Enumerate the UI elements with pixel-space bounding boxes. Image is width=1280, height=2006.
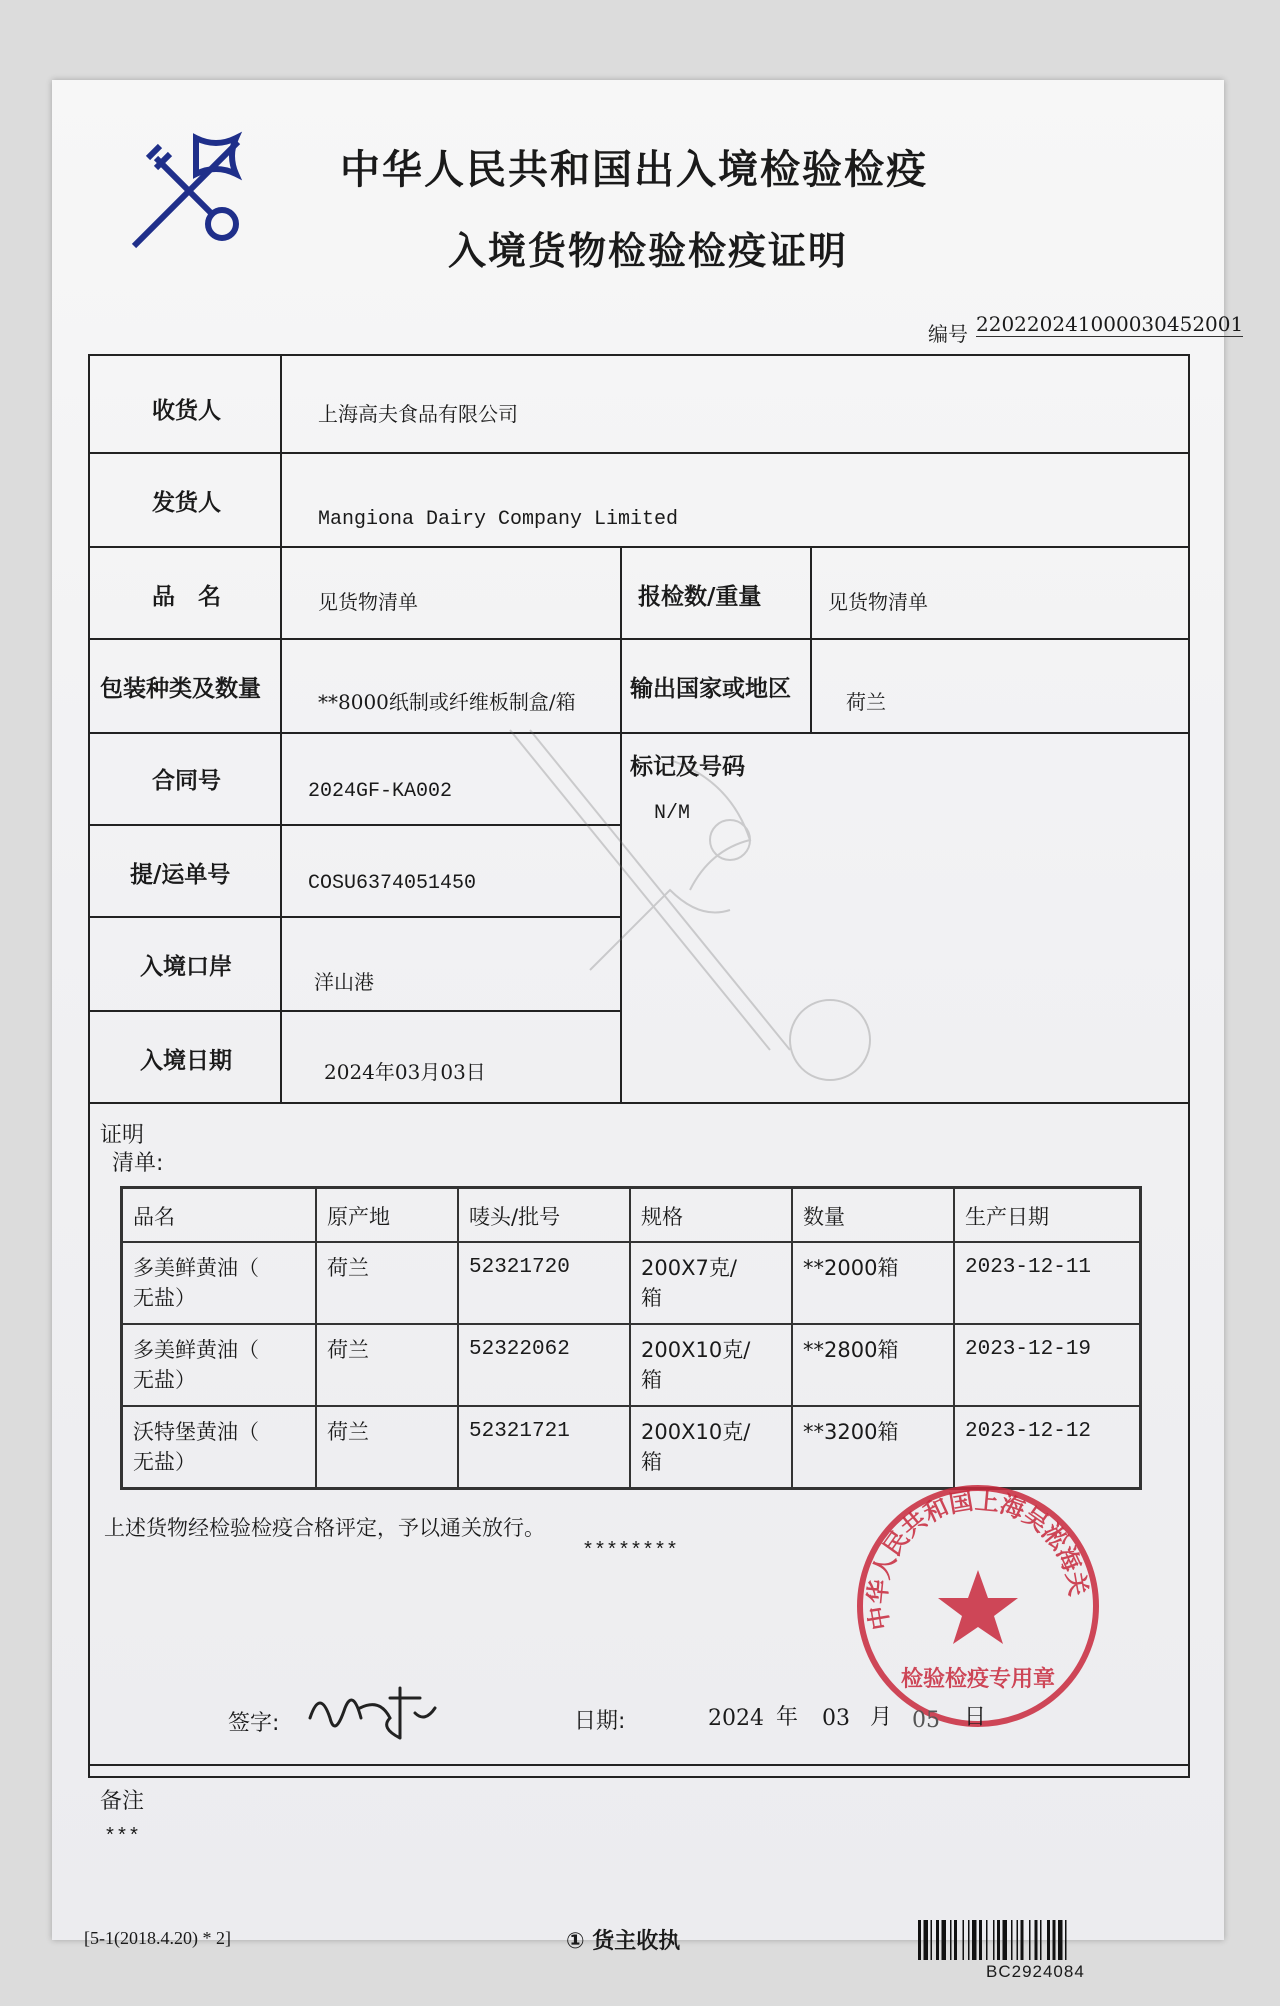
col-spec: 规格	[630, 1188, 792, 1243]
cell-spec: 200X10克/ 箱	[630, 1406, 792, 1489]
handwritten-signature	[300, 1678, 440, 1748]
barcode-bar	[1017, 1920, 1019, 1960]
barcode-bar	[1058, 1920, 1063, 1960]
packaging-label: 包装种类及数量	[100, 676, 261, 702]
barcode-bar	[924, 1920, 929, 1960]
signature-label: 签字:	[228, 1711, 280, 1736]
cell-spec: 200X7克/ 箱	[630, 1242, 792, 1324]
bill-no-label: 提/运单号	[130, 862, 231, 888]
barcode-bar	[1035, 1920, 1038, 1960]
cell-production-date: 2023-12-12	[954, 1406, 1141, 1489]
barcode-bar	[1011, 1920, 1013, 1960]
col-lot: 唛头/批号	[458, 1188, 630, 1243]
barcode-bar	[942, 1920, 947, 1960]
copy-label: ① 货主收执	[566, 1929, 681, 1954]
svg-text:检验检疫专用章: 检验检疫专用章	[900, 1667, 1056, 1692]
cell-quantity: **2800箱	[792, 1324, 954, 1406]
barcode-bar	[1029, 1920, 1031, 1960]
barcode-bar	[1021, 1920, 1024, 1960]
emblem-watermark-icon	[470, 720, 940, 1110]
cell-product-name: 沃特堡黄油（ 无盐）	[122, 1406, 317, 1489]
date-year: 2024	[708, 1706, 764, 1731]
col-origin: 原产地	[316, 1188, 458, 1243]
origin-country-label: 输出国家或地区	[630, 676, 791, 702]
barcode-bar	[931, 1920, 933, 1960]
barcode-bar	[972, 1920, 977, 1960]
cell-quantity: **2000箱	[792, 1242, 954, 1324]
cell-product-name: 多美鲜黄油（ 无盐）	[122, 1242, 317, 1324]
goods-table	[120, 1186, 1142, 1490]
col-name: 品名	[122, 1188, 317, 1243]
cell-lot: 52321720	[458, 1242, 630, 1324]
barcode-bar	[968, 1920, 970, 1960]
svg-text:中华人民共和国上海吴淞海关: 中华人民共和国上海吴淞海关	[863, 1486, 1093, 1633]
cell-production-date: 2023-12-19	[954, 1324, 1141, 1406]
cell-production-date: 2023-12-11	[954, 1242, 1141, 1324]
marks-label: 标记及号码	[630, 754, 745, 780]
cell-origin: 荷兰	[316, 1324, 458, 1406]
barcode-bar	[1053, 1920, 1056, 1960]
entry-date-value: 2024年03月03日	[324, 1060, 486, 1084]
consignor-value: Mangiona Dairy Company Limited	[318, 508, 679, 531]
cert-no-label: 编号	[928, 322, 968, 346]
goods-table-header	[122, 1188, 1141, 1243]
date-month-char: 月	[870, 1705, 893, 1730]
marks-value: N/M	[654, 802, 691, 825]
contract-no-value: 2024GF-KA002	[308, 780, 453, 803]
product-value: 见货物清单	[318, 590, 418, 614]
barcode-bar	[918, 1920, 921, 1960]
barcode-bar	[954, 1920, 957, 1960]
barcode-bar	[986, 1920, 988, 1960]
barcode-bar	[936, 1920, 939, 1960]
cell-origin: 荷兰	[316, 1242, 458, 1324]
col-qty: 数量	[792, 1188, 954, 1243]
barcode-bar	[1047, 1920, 1050, 1960]
date-day-char: 日	[964, 1705, 987, 1730]
title-line-2: 入境货物检验检疫证明	[448, 229, 849, 273]
barcode-bar	[950, 1920, 952, 1960]
port-label: 入境口岸	[140, 954, 232, 980]
bill-no-value: COSU6374051450	[308, 872, 477, 895]
barcode-icon	[918, 1920, 1140, 1964]
certification-label: 证明	[100, 1123, 145, 1148]
goods-table-row	[122, 1242, 1141, 1324]
star-icon	[938, 1570, 1018, 1644]
cell-origin: 荷兰	[316, 1406, 458, 1489]
packaging-value: **8000纸制或纤维板制盒/箱	[318, 690, 576, 714]
consignee-value: 上海高夫食品有限公司	[318, 402, 518, 426]
entry-date-label: 入境日期	[140, 1048, 232, 1074]
barcode-bar	[979, 1920, 982, 1960]
quantity-label: 报检数/重量	[638, 584, 762, 610]
col-date: 生产日期	[954, 1188, 1141, 1243]
barcode-bar	[1065, 1920, 1067, 1960]
customs-emblem-icon	[126, 128, 256, 254]
list-label: 清单:	[112, 1151, 164, 1176]
official-seal-stamp	[850, 1478, 1106, 1734]
contract-no-label: 合同号	[152, 768, 221, 794]
date-day: 05	[912, 1708, 940, 1733]
cell-spec: 200X10克/ 箱	[630, 1324, 792, 1406]
barcode-bar	[997, 1920, 1000, 1960]
consignee-label: 收货人	[152, 398, 221, 424]
cell-lot: 52322062	[458, 1324, 630, 1406]
cell-quantity: **3200箱	[792, 1406, 954, 1489]
port-value: 洋山港	[314, 970, 374, 994]
barcode-bar	[963, 1920, 965, 1960]
cell-product-name: 多美鲜黄油（ 无盐）	[122, 1324, 317, 1406]
goods-table-row	[122, 1324, 1141, 1406]
conclusion-stars: ********	[582, 1540, 679, 1563]
cert-no-value: 220220241000030452001	[976, 312, 1244, 336]
consignor-label: 发货人	[152, 490, 221, 516]
barcode-number: BC2924084	[986, 1962, 1085, 1981]
conclusion-text: 上述货物经检验检疫合格评定，予以通关放行。	[104, 1516, 545, 1540]
form-code: [5-1(2018.4.20) * 2]	[84, 1928, 231, 1948]
remarks-label: 备注	[100, 1789, 145, 1814]
date-label: 日期:	[574, 1709, 626, 1734]
goods-table-row	[122, 1406, 1141, 1489]
date-month: 03	[822, 1706, 850, 1731]
remarks-value: ***	[104, 1826, 141, 1849]
product-label: 品 名	[152, 584, 221, 610]
title-line-1: 中华人民共和国出入境检验检疫	[340, 147, 928, 193]
cell-lot: 52321721	[458, 1406, 630, 1489]
barcode-bar	[1003, 1920, 1008, 1960]
quantity-value: 见货物清单	[828, 590, 928, 614]
date-year-char: 年	[776, 1705, 799, 1730]
barcode-bar	[1040, 1920, 1042, 1960]
origin-country-value: 荷兰	[846, 690, 886, 714]
barcode-bar	[993, 1920, 995, 1960]
